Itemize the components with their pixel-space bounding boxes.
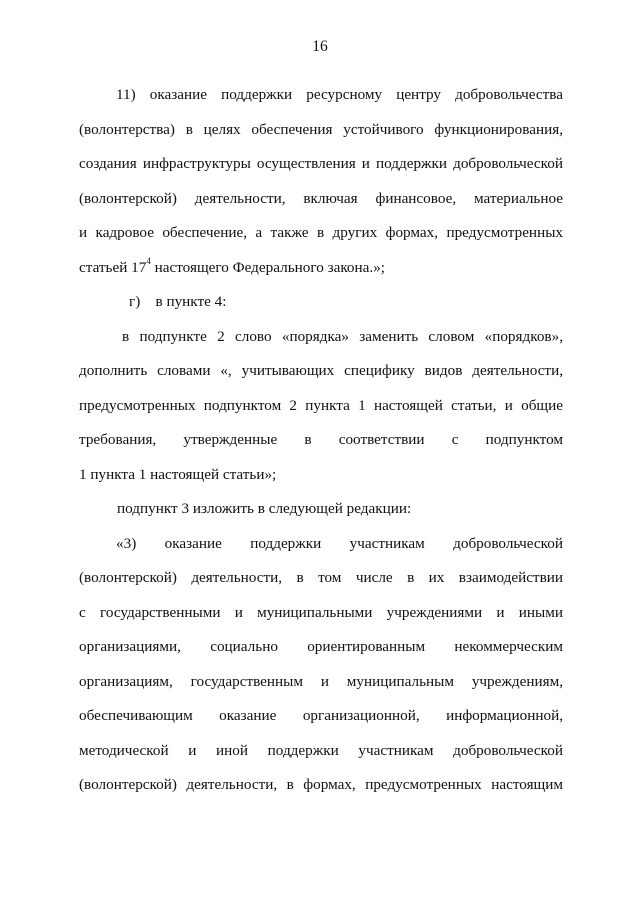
text-line: г) в пункте 4:	[129, 293, 227, 310]
superscript: 4	[146, 256, 151, 267]
text-line: подпункт 3 изложить в следующей редакции:	[117, 500, 412, 517]
document-body	[79, 78, 563, 803]
text-line: (волонтерства) в целях обеспечения устойчивого функционирования,	[79, 120, 563, 138]
paragraph-subpoint-2-amendment	[79, 320, 563, 493]
text-line: организациями, социально ориентированным некоммерческим	[79, 638, 563, 655]
text-line: (волонтерской) деятельности, в том числе в их взаимодействии	[79, 569, 563, 586]
text-fragment: статьей 17	[79, 258, 147, 276]
text-line: (волонтерской) деятельности, включая финансовое, материальное	[79, 189, 563, 207]
text-line: и кадровое обеспечение, а также в других формах, предусмотренных	[79, 224, 563, 241]
paragraph-subpoint-g	[79, 285, 563, 320]
paragraph-subpoint-3-text	[79, 527, 563, 803]
text-line: методической и иной поддержки участникам добровольческой	[79, 741, 563, 759]
text-line: (волонтерской) деятельности, в формах, предусмотренных настоящим	[79, 776, 563, 793]
text-fragment: настоящего Федерального закона.»;	[150, 258, 386, 276]
text-line: 11) оказание поддержки ресурсному центру добровольчества	[116, 86, 563, 103]
text-line: «3) оказание поддержки участникам добровольческой	[116, 534, 563, 552]
paragraph-item-11	[79, 78, 563, 285]
text-line: предусмотренных подпунктом 2 пункта 1 настоящей статьи, и общие	[79, 396, 563, 414]
text-line: дополнить словами «, учитывающих специфику видов деятельности,	[79, 362, 563, 379]
paragraph-subpoint-3-intro	[79, 492, 563, 527]
page-number: 16	[312, 38, 328, 55]
text-line: обеспечивающим оказание организационной, информационной,	[79, 707, 563, 724]
text-line: в подпункте 2 слово «порядка» заменить словом «порядков»,	[122, 327, 563, 345]
text-line	[79, 251, 563, 286]
text-line: 1 пункта 1 настоящей статьи»;	[79, 465, 277, 483]
text-line: с государственными и муниципальными учреждениями и иными	[79, 603, 563, 621]
text-line: требования, утвержденные в соответствии с подпунктом	[79, 431, 563, 448]
text-line: организациям, государственным и муниципальным учреждениям,	[79, 672, 563, 690]
text-line: создания инфраструктуры осуществления и поддержки добровольческой	[79, 155, 563, 172]
